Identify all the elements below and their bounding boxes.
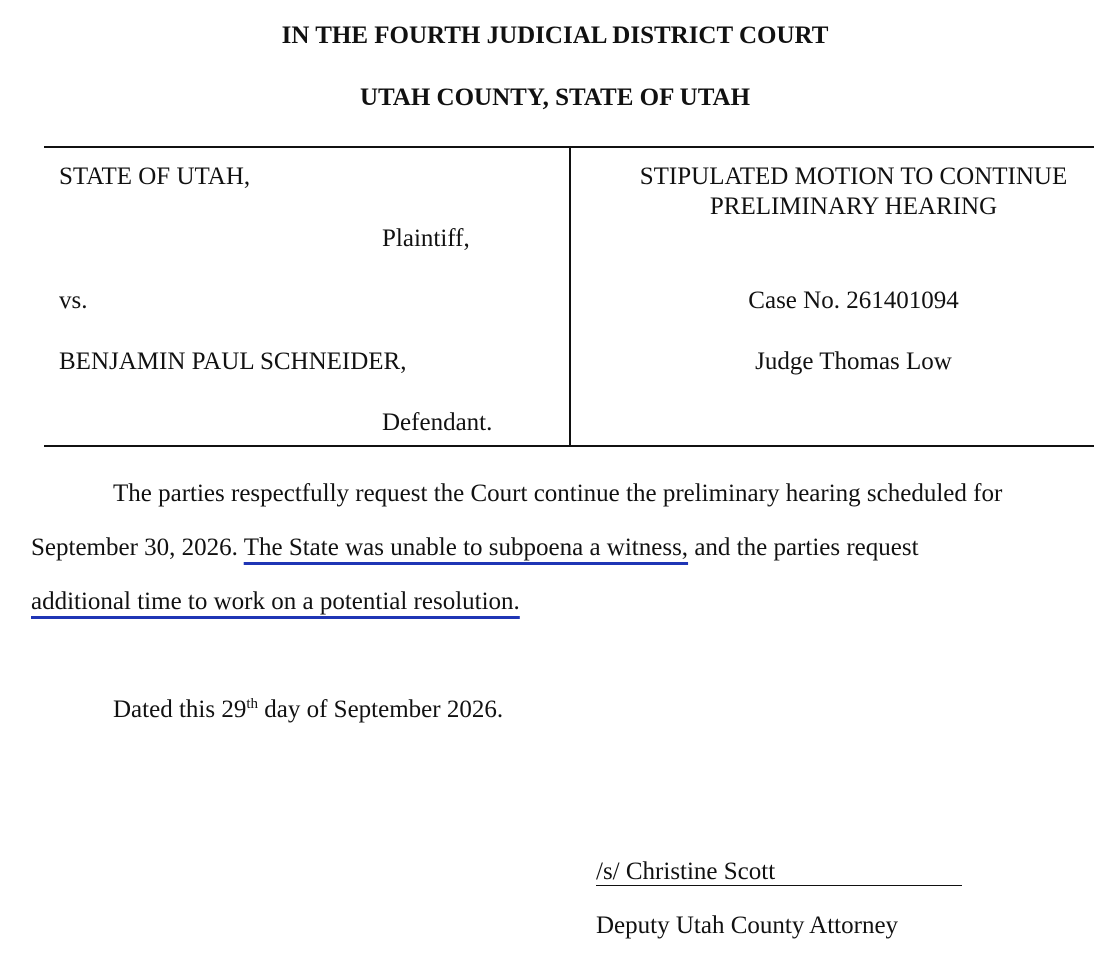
case-number: Case No. 261401094 bbox=[748, 287, 959, 314]
court-name-heading: IN THE FOURTH JUDICIAL DISTRICT COURT bbox=[281, 22, 829, 49]
body-line-2 bbox=[31, 534, 919, 562]
body-line-3 bbox=[31, 588, 520, 616]
signature-name: /s/ Christine Scott bbox=[596, 858, 776, 885]
body-line-1: The parties respectfully request the Court continue the preliminary hearing scheduled for bbox=[113, 480, 1003, 507]
motion-title-line-1: STIPULATED MOTION TO CONTINUE bbox=[639, 163, 1068, 190]
judge-name: Judge Thomas Low bbox=[755, 348, 952, 375]
versus-label: vs. bbox=[59, 287, 88, 314]
dated-prefix: Dated this 29 bbox=[113, 696, 247, 723]
plaintiff-name: STATE OF UTAH, bbox=[59, 163, 251, 190]
highlighted-witness-phrase: The State was unable to subpoena a witness, bbox=[243, 534, 689, 561]
county-state-heading: UTAH COUNTY, STATE OF UTAH bbox=[359, 84, 751, 111]
body-line-2-start: September 30, 2026. bbox=[31, 534, 244, 561]
defendant-role: Defendant. bbox=[382, 409, 493, 436]
dated-ordinal-suffix: th bbox=[246, 696, 258, 712]
plaintiff-role: Plaintiff, bbox=[382, 225, 470, 252]
caption-divider-rule bbox=[569, 147, 571, 446]
motion-title-line-2: PRELIMINARY HEARING bbox=[709, 193, 998, 220]
signer-title: Deputy Utah County Attorney bbox=[596, 912, 899, 939]
dated-line bbox=[113, 696, 503, 724]
highlighted-resolution-phrase: additional time to work on a potential resolution. bbox=[31, 588, 520, 615]
dated-suffix: day of September 2026. bbox=[258, 696, 504, 723]
defendant-name: BENJAMIN PAUL SCHNEIDER, bbox=[59, 348, 407, 375]
signature-line bbox=[596, 885, 962, 886]
body-line-2-end: and the parties request bbox=[688, 534, 919, 561]
